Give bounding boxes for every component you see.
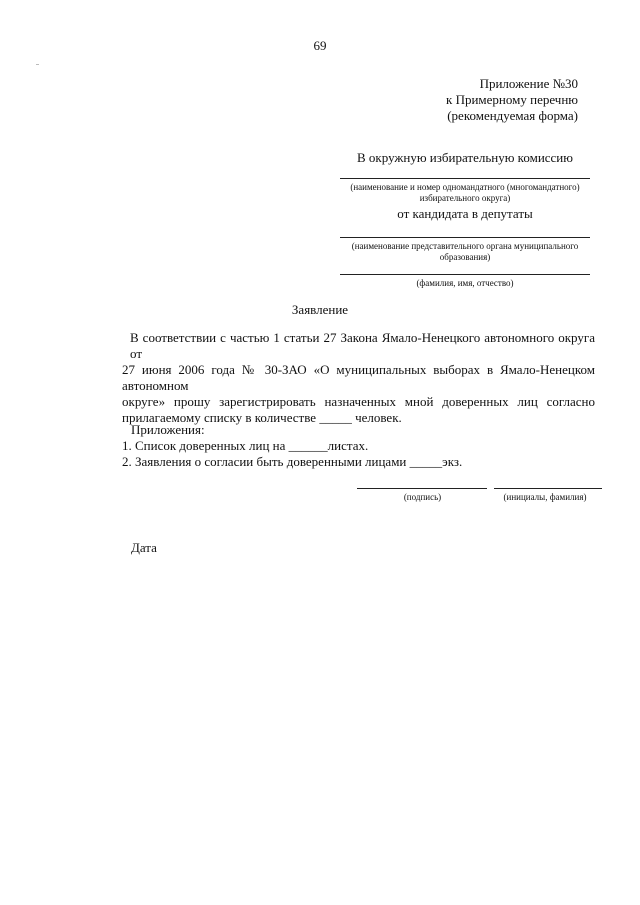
body-line-2: 27 июня 2006 года № 30-ЗАО «О муниципальных выборах в Ямало-Ненецком автономном [122, 362, 595, 393]
body-line-3: округе» прошу зарегистрировать назначенных мной доверенных лиц согласно [122, 394, 595, 409]
addressee-to: В окружную избирательную комиссию [357, 150, 573, 165]
name-caption: (инициалы, фамилия) [503, 492, 587, 502]
appendix-line-1: Приложение №30 [479, 76, 578, 91]
name-line [494, 488, 602, 489]
fio-line [340, 274, 590, 275]
attachments-block [122, 422, 462, 470]
fio-caption: (фамилия, имя, отчество) [416, 278, 514, 288]
signature-caption: (подпись) [403, 492, 442, 502]
date-label: Дата [131, 540, 157, 555]
appendix-header [446, 76, 578, 124]
district-caption: (наименование и номер одномандатного (многомандатного) избирательного округа) [350, 182, 580, 203]
district-line [340, 178, 590, 179]
statement-body [122, 330, 595, 426]
attachment-item-2: 2. Заявления о согласии быть доверенными лицами _____экз. [122, 454, 463, 469]
signature-line [357, 488, 487, 489]
body-line-4: прилагаемому списку в количестве _____ человек. [122, 410, 402, 425]
document-title: Заявление [291, 302, 349, 317]
council-line [340, 237, 590, 238]
addressee-block [340, 150, 590, 289]
appendix-line-3: (рекомендуемая форма) [447, 108, 578, 123]
scan-artifact [36, 64, 39, 65]
attachments-heading: Приложения: [131, 422, 205, 437]
page-number: 69 [313, 38, 327, 53]
body-line-1: В соответствии с частью 1 статьи 27 Закона Ямало-Ненецкого автономного округа от [130, 330, 595, 361]
addressee-from: от кандидата в депутаты [397, 206, 533, 221]
appendix-line-2: к Примерному перечню [446, 92, 578, 107]
council-caption: (наименование представительного органа муниципального образования) [351, 241, 579, 262]
attachment-item-1: 1. Список доверенных лиц на ______листах. [122, 438, 369, 453]
